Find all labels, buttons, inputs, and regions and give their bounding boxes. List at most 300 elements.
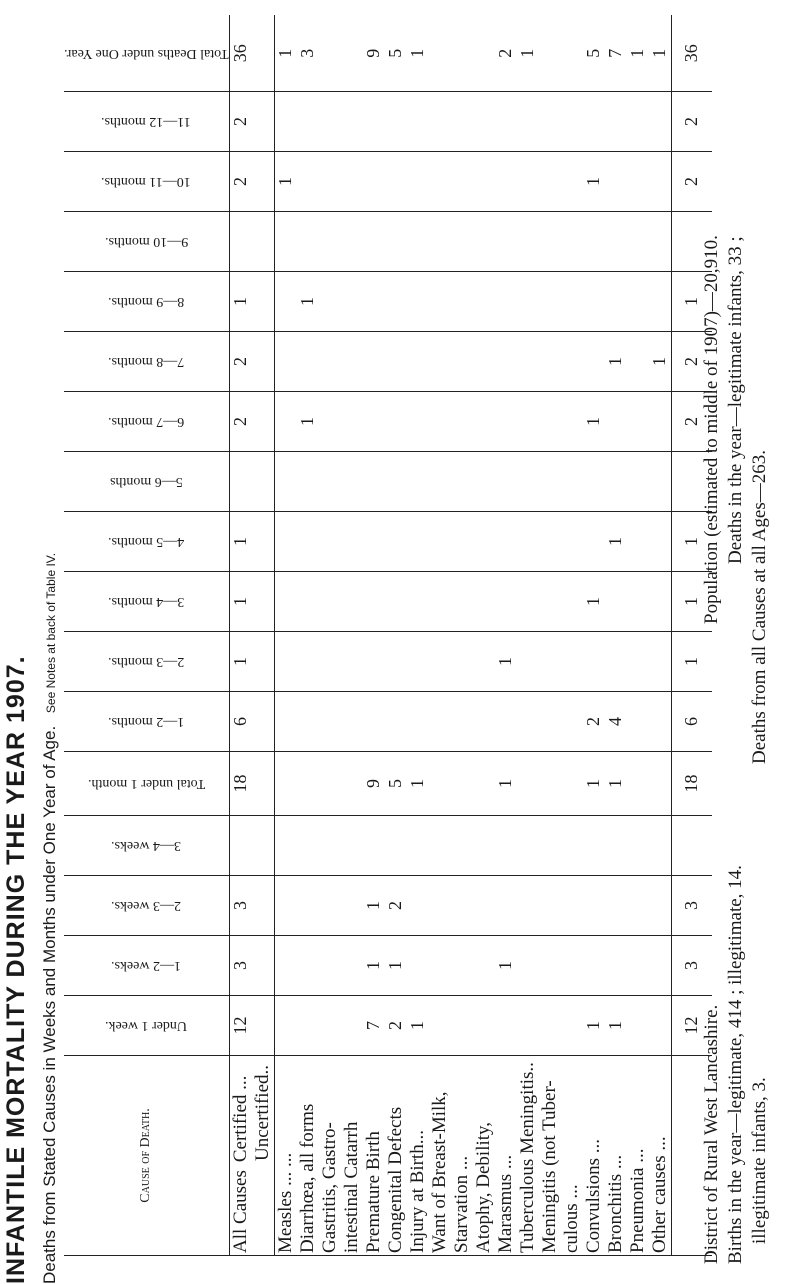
cell-value — [451, 572, 473, 632]
cell-value — [671, 816, 712, 876]
cell-value — [297, 692, 319, 752]
age-column-label: 4—5 months. — [108, 534, 185, 550]
cell-value: 2 — [671, 152, 712, 212]
cell-value — [274, 572, 297, 632]
row-total — [429, 16, 451, 92]
cell-value — [429, 876, 451, 936]
cell-value — [627, 996, 649, 1056]
cell-value — [385, 212, 407, 272]
age-column-header — [64, 332, 229, 392]
cell-value — [407, 512, 429, 572]
row-total — [341, 16, 363, 92]
row-total: 1 — [517, 16, 539, 92]
cause-row — [385, 16, 407, 1256]
cell-value: 2 — [229, 152, 252, 212]
cell-value: 12 — [671, 996, 712, 1056]
cell-value — [649, 692, 672, 752]
row-total — [319, 16, 341, 92]
uncertified-label: Uncertified.. — [251, 1064, 273, 1161]
cell-value — [649, 876, 672, 936]
cell-value: 1 — [605, 332, 627, 392]
cell-value: 1 — [363, 936, 385, 996]
cell-value — [561, 632, 583, 692]
cell-value — [252, 752, 275, 816]
cell-value — [407, 272, 429, 332]
row-total: 5 — [385, 16, 407, 92]
cell-value — [341, 92, 363, 152]
cell-value — [605, 572, 627, 632]
cause-label: intestinal Catarrh — [341, 1056, 363, 1256]
cell-value — [274, 512, 297, 572]
cell-value — [429, 632, 451, 692]
cell-value — [605, 816, 627, 876]
cell-value — [319, 996, 341, 1056]
cell-value — [429, 392, 451, 452]
cell-value — [385, 632, 407, 692]
cell-value — [363, 272, 385, 332]
row-total: 7 — [605, 16, 627, 92]
cause-label: Tuberculous Meningitis.. — [517, 1056, 539, 1256]
age-column-header — [64, 272, 229, 332]
cell-value — [385, 272, 407, 332]
cell-value — [561, 572, 583, 632]
cause-row — [429, 16, 451, 1256]
cell-value — [473, 512, 495, 572]
cell-value: 6 — [229, 692, 252, 752]
cell-value: 2 — [385, 996, 407, 1056]
cell-value — [252, 816, 275, 876]
cell-value — [649, 212, 672, 272]
cell-value — [407, 212, 429, 272]
cell-value — [429, 996, 451, 1056]
footer-illegitimate: illegitimate infants, 3. — [749, 1077, 770, 1244]
cell-value — [473, 272, 495, 332]
cell-value — [495, 212, 517, 272]
cell-value: 18 — [671, 752, 712, 816]
row-total — [473, 16, 495, 92]
cell-value — [649, 632, 672, 692]
row-total: 1 — [627, 16, 649, 92]
cell-value — [627, 692, 649, 752]
age-column-label: Under 1 week. — [105, 1018, 188, 1034]
cell-value: 1 — [583, 996, 605, 1056]
cell-value — [407, 392, 429, 452]
cell-value — [252, 692, 275, 752]
cell-value — [274, 692, 297, 752]
cell-value — [517, 452, 539, 512]
cause-label: Diarrhœa, all forms — [297, 1056, 319, 1256]
cell-value — [429, 512, 451, 572]
cell-value — [274, 452, 297, 512]
cell-value — [319, 876, 341, 936]
row-total: 3 — [297, 16, 319, 92]
cell-value — [649, 392, 672, 452]
cell-value — [385, 152, 407, 212]
cell-value — [451, 452, 473, 512]
cell-value — [649, 996, 672, 1056]
cell-value — [583, 512, 605, 572]
cell-value: 2 — [671, 392, 712, 452]
cell-value — [385, 816, 407, 876]
cell-value — [385, 452, 407, 512]
cell-value — [561, 272, 583, 332]
cell-value — [539, 752, 561, 816]
cell-value — [539, 152, 561, 212]
cell-value — [451, 512, 473, 572]
cell-value — [297, 212, 319, 272]
cause-label: Injury at Birth... — [407, 1056, 429, 1256]
cell-value — [429, 332, 451, 392]
cell-value — [495, 332, 517, 392]
cause-row — [319, 16, 341, 1256]
cell-value — [319, 212, 341, 272]
cell-value — [429, 92, 451, 152]
cell-value — [341, 936, 363, 996]
cell-value — [583, 272, 605, 332]
cell-value — [473, 876, 495, 936]
cell-value — [517, 816, 539, 876]
cell-value — [407, 332, 429, 392]
age-column-label: 1—2 weeks. — [111, 958, 182, 974]
cause-label: culous ... — [561, 1056, 583, 1256]
cell-value — [252, 512, 275, 572]
cell-value — [297, 816, 319, 876]
cell-value — [407, 692, 429, 752]
cell-value — [627, 512, 649, 572]
cell-value — [319, 452, 341, 512]
cell-value — [539, 452, 561, 512]
cell-value — [627, 92, 649, 152]
cell-value — [649, 152, 672, 212]
cell-value — [649, 936, 672, 996]
age-column-label: 10—11 months. — [101, 174, 192, 190]
cell-value — [473, 996, 495, 1056]
cell-value — [539, 572, 561, 632]
cell-value: 1 — [363, 876, 385, 936]
cell-value — [495, 452, 517, 512]
cell-value — [407, 876, 429, 936]
cell-value — [627, 332, 649, 392]
cell-value: 18 — [229, 752, 252, 816]
cell-value — [407, 572, 429, 632]
cell-value — [319, 512, 341, 572]
cell-value — [274, 392, 297, 452]
cell-value — [252, 392, 275, 452]
age-column-label: 8—9 months. — [108, 294, 185, 310]
cell-value: 2 — [385, 876, 407, 936]
footer-district: District of Rural West Lancashire. — [701, 1004, 722, 1264]
cell-value — [341, 876, 363, 936]
cell-value — [297, 632, 319, 692]
cell-value — [561, 692, 583, 752]
cause-row — [517, 16, 539, 1256]
cell-value — [561, 936, 583, 996]
cell-value: 1 — [229, 572, 252, 632]
cell-value — [583, 632, 605, 692]
mortality-table — [64, 16, 712, 1257]
cell-value — [297, 572, 319, 632]
cause-row — [297, 16, 319, 1256]
cell-value — [229, 212, 252, 272]
cell-value — [539, 692, 561, 752]
cell-value — [649, 752, 672, 816]
cell-value — [407, 936, 429, 996]
age-column-label: Total under 1 month. — [87, 776, 205, 792]
cell-value — [473, 92, 495, 152]
cell-value — [451, 936, 473, 996]
cell-value — [341, 452, 363, 512]
cell-value: 2 — [671, 332, 712, 392]
cell-value — [252, 936, 275, 996]
cause-row — [363, 16, 385, 1256]
cause-label — [252, 1056, 275, 1256]
cell-value — [451, 632, 473, 692]
cell-value — [583, 332, 605, 392]
cell-value — [605, 152, 627, 212]
cell-value — [627, 392, 649, 452]
cause-label: All CausesCertified ... — [229, 1056, 252, 1256]
cell-value — [539, 936, 561, 996]
cell-value — [363, 392, 385, 452]
cell-value — [561, 816, 583, 876]
cell-value: 1 — [229, 512, 252, 572]
cause-label: Marasmus ... — [495, 1056, 517, 1256]
cell-value — [297, 152, 319, 212]
cell-value — [605, 936, 627, 996]
cell-value — [627, 936, 649, 996]
row-total: 36 — [671, 16, 712, 92]
cause-row — [649, 16, 672, 1256]
cell-value — [297, 996, 319, 1056]
cell-value — [451, 92, 473, 152]
cell-value — [229, 816, 252, 876]
age-column-header — [64, 692, 229, 752]
cell-value — [473, 752, 495, 816]
cell-value — [473, 152, 495, 212]
cell-value — [341, 152, 363, 212]
cell-value — [627, 272, 649, 332]
cause-row — [539, 16, 561, 1256]
cell-value — [649, 816, 672, 876]
cell-value: 2 — [229, 392, 252, 452]
cell-value — [319, 332, 341, 392]
row-total: 1 — [407, 16, 429, 92]
cause-row — [341, 16, 363, 1256]
cause-label: Convulsions ... — [583, 1056, 605, 1256]
footer-infant-deaths: Deaths in the year—legitimate infants, 33 ; — [725, 236, 746, 564]
cell-value — [407, 816, 429, 876]
cell-value — [495, 572, 517, 632]
cell-value — [539, 332, 561, 392]
cell-value: 1 — [671, 572, 712, 632]
cause-label: Other causes ... — [649, 1056, 672, 1256]
cell-value — [451, 996, 473, 1056]
footer-births: Births in the year—legitimate, 414 ; illegitimate, 14. — [725, 865, 746, 1264]
cell-value — [385, 92, 407, 152]
cell-value — [627, 452, 649, 512]
cell-value — [341, 996, 363, 1056]
cell-value — [429, 152, 451, 212]
cell-value: 1 — [605, 512, 627, 572]
cell-value — [252, 632, 275, 692]
cell-value — [473, 692, 495, 752]
cell-value — [473, 452, 495, 512]
cell-value — [539, 996, 561, 1056]
cell-value — [274, 212, 297, 272]
cause-label: Gastritis, Gastro- — [319, 1056, 341, 1256]
age-column-header — [64, 452, 229, 512]
cell-value — [517, 996, 539, 1056]
age-column-label: 5—6 months — [109, 474, 183, 490]
age-column-header — [64, 512, 229, 572]
cell-value — [341, 816, 363, 876]
cell-value — [539, 876, 561, 936]
cell-value — [429, 212, 451, 272]
cell-value — [517, 512, 539, 572]
cell-value — [473, 212, 495, 272]
cell-value — [252, 572, 275, 632]
cell-value — [407, 92, 429, 152]
cell-value — [517, 632, 539, 692]
cell-value — [649, 272, 672, 332]
cell-value: 3 — [229, 936, 252, 996]
cell-value — [561, 452, 583, 512]
cell-value — [319, 752, 341, 816]
age-column-label: 1—2 months. — [108, 714, 185, 730]
cell-value — [583, 452, 605, 512]
cell-value — [274, 816, 297, 876]
cell-value — [363, 692, 385, 752]
cause-label: Measles ... ... — [274, 1056, 297, 1256]
cell-value — [561, 512, 583, 572]
cell-value — [605, 452, 627, 512]
cell-value: 1 — [583, 572, 605, 632]
cell-value — [627, 152, 649, 212]
cell-value: 3 — [671, 876, 712, 936]
cell-value: 1 — [495, 632, 517, 692]
age-column-header — [64, 936, 229, 996]
cause-label: Starvation ... — [451, 1056, 473, 1256]
cell-value: 2 — [671, 92, 712, 152]
cell-value — [539, 92, 561, 152]
cell-value — [561, 332, 583, 392]
cell-value: 1 — [605, 996, 627, 1056]
cell-value — [297, 512, 319, 572]
cell-value — [583, 92, 605, 152]
cell-value — [297, 332, 319, 392]
cell-value: 1 — [495, 936, 517, 996]
cell-value — [297, 876, 319, 936]
age-column-header — [64, 996, 229, 1056]
cause-row — [407, 16, 429, 1256]
age-column-label: 2—3 months. — [108, 654, 185, 670]
cell-value — [517, 692, 539, 752]
cell-value — [297, 936, 319, 996]
cell-value — [605, 876, 627, 936]
cell-value — [429, 272, 451, 332]
cell-value — [649, 92, 672, 152]
certified-label: Certified ... — [229, 1075, 251, 1163]
subtitle-note: See Notes at back of Table IV. — [44, 552, 58, 714]
cell-value — [252, 332, 275, 392]
cell-value — [319, 632, 341, 692]
cell-value — [583, 876, 605, 936]
cell-value — [495, 152, 517, 212]
cell-value — [407, 632, 429, 692]
cell-value — [341, 332, 363, 392]
cell-value — [517, 332, 539, 392]
row-total — [539, 16, 561, 92]
cell-value — [583, 816, 605, 876]
cell-value — [451, 392, 473, 452]
cell-value — [473, 332, 495, 392]
cell-value — [363, 512, 385, 572]
cell-value — [539, 632, 561, 692]
cell-value — [429, 692, 451, 752]
cell-value — [252, 452, 275, 512]
cell-value — [319, 936, 341, 996]
table-subtitle — [40, 0, 64, 1284]
cell-value — [539, 212, 561, 272]
cell-value — [495, 512, 517, 572]
cause-label: Atophy, Debility, — [473, 1056, 495, 1256]
age-column-label: 6—7 months. — [108, 414, 185, 430]
cell-value — [495, 692, 517, 752]
cell-value: 1 — [583, 392, 605, 452]
cell-value: 1 — [407, 996, 429, 1056]
cell-value — [473, 392, 495, 452]
all-causes-uncertified-row — [252, 16, 275, 1256]
cell-value: 1 — [407, 752, 429, 816]
row-total: 9 — [363, 16, 385, 92]
cell-value — [561, 212, 583, 272]
cause-label: Want of Breast-Milk, — [429, 1056, 451, 1256]
cell-value — [649, 452, 672, 512]
cell-value — [517, 92, 539, 152]
cell-value — [517, 152, 539, 212]
cell-value — [341, 272, 363, 332]
cell-value — [517, 572, 539, 632]
cell-value — [385, 572, 407, 632]
cell-value: 1 — [671, 272, 712, 332]
cell-value — [363, 632, 385, 692]
cell-value — [627, 212, 649, 272]
cell-value — [363, 452, 385, 512]
cell-value — [274, 272, 297, 332]
cell-value — [517, 272, 539, 332]
age-column-header — [64, 752, 229, 816]
cell-value: 7 — [363, 996, 385, 1056]
cell-value: 12 — [229, 996, 252, 1056]
cell-value — [407, 152, 429, 212]
row-total — [561, 16, 583, 92]
cell-value — [363, 92, 385, 152]
cell-value — [385, 392, 407, 452]
cell-value — [319, 152, 341, 212]
age-column-header — [64, 632, 229, 692]
cell-value — [385, 512, 407, 572]
cell-value — [517, 876, 539, 936]
row-total — [252, 16, 275, 92]
cell-value — [252, 212, 275, 272]
age-column-header — [64, 92, 229, 152]
cell-value: 1 — [605, 752, 627, 816]
cell-value — [649, 572, 672, 632]
age-column-header — [64, 212, 229, 272]
cell-value — [473, 816, 495, 876]
cell-value — [429, 752, 451, 816]
cell-value — [539, 512, 561, 572]
